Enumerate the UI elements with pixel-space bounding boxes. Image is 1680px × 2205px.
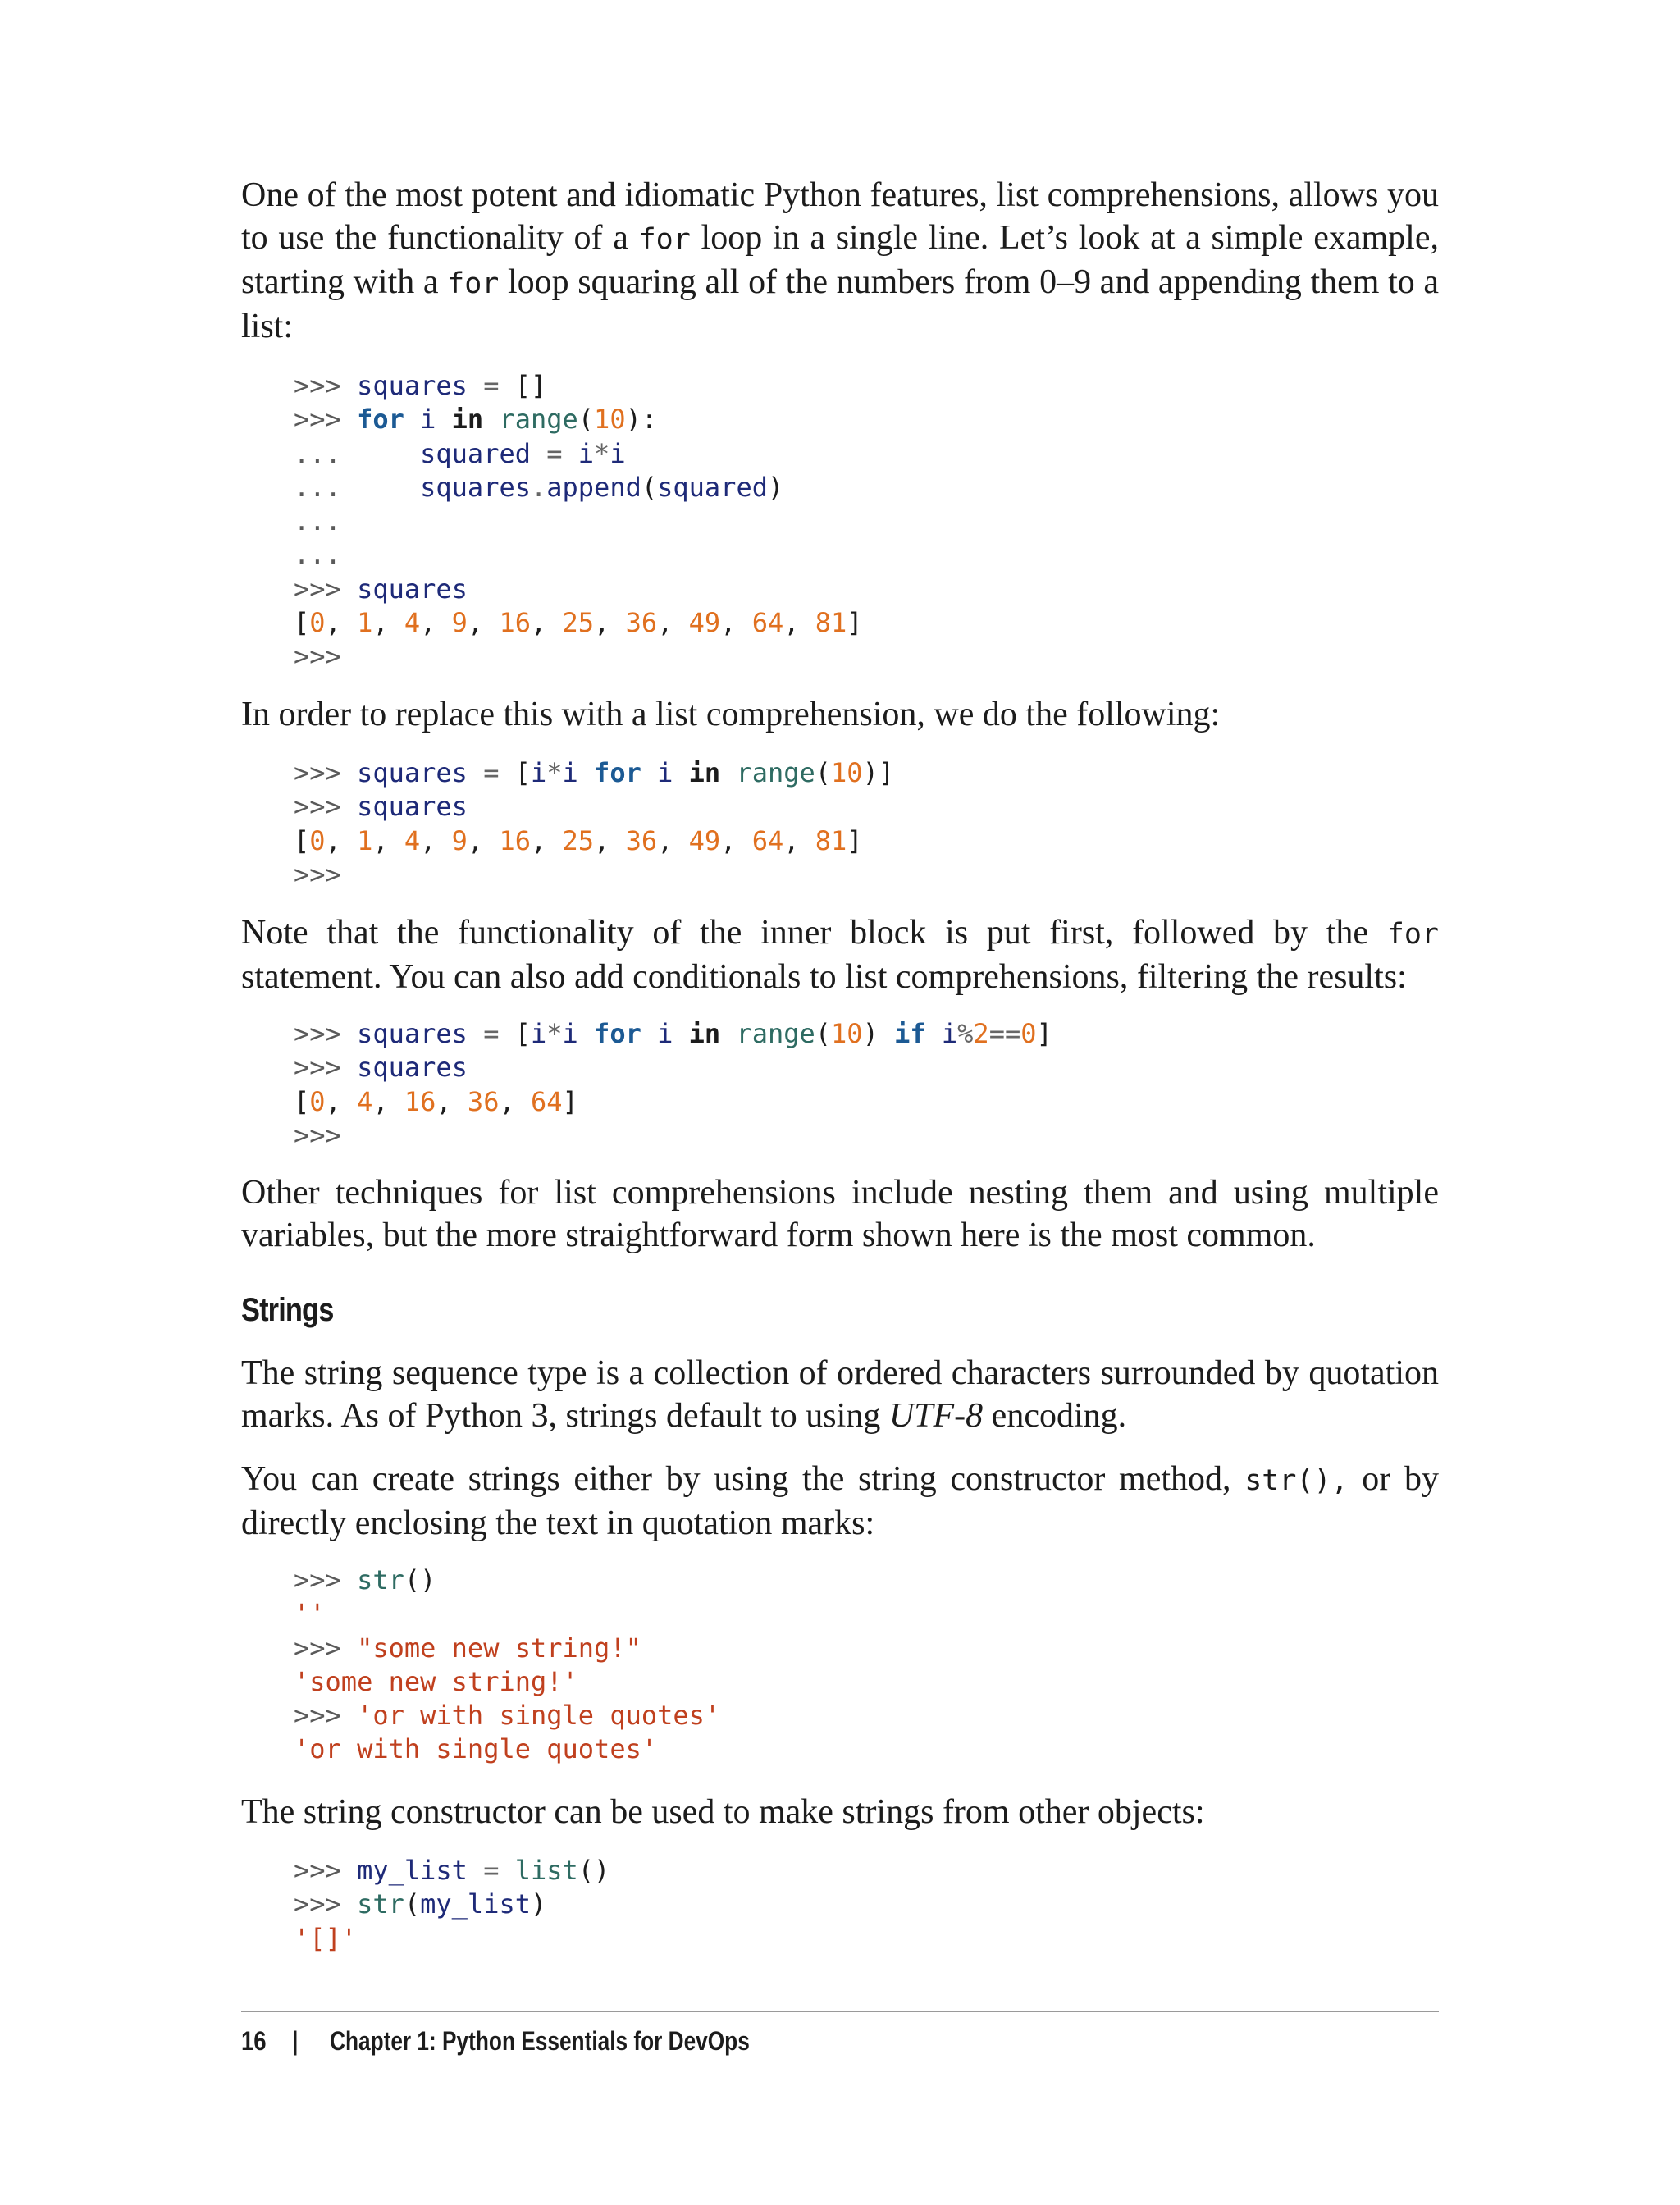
footer-separator: | (292, 2026, 299, 2056)
code-token-op: % (957, 1018, 974, 1049)
code-token-prompt: >>> (294, 791, 358, 823)
code-token-num: 2 (973, 1018, 989, 1049)
code-token-prompt: >>> (294, 1119, 341, 1151)
code-token-punc: ] (847, 607, 863, 639)
code-token-punc: ( (641, 471, 658, 503)
code-token-prompt: >>> (294, 858, 341, 890)
code-token-punc (578, 757, 594, 788)
section-heading-strings: Strings (241, 1292, 334, 1328)
emphasis-utf8: UTF-8 (888, 1397, 984, 1435)
code-line (294, 504, 1442, 538)
code-token-punc: ): (625, 404, 658, 436)
code-token-str: '[]' (294, 1922, 358, 1954)
code-token-builtin: range (736, 757, 815, 788)
code-line (294, 471, 1442, 504)
code-token-name: my_list (357, 1855, 468, 1886)
code-token-num: 36 (467, 1085, 500, 1117)
code-token-punc: , (372, 607, 404, 639)
footer-rule (241, 2011, 1439, 2012)
code-line (294, 1732, 1442, 1766)
code-token-punc: , (720, 607, 752, 639)
paragraph-text: or by directly enclosing the text in quotation marks: (241, 1460, 1439, 1542)
code-token-num: 64 (751, 607, 784, 639)
code-line (294, 1051, 1442, 1084)
code-token-punc: , (530, 607, 563, 639)
code-token-builtin: str (357, 1564, 404, 1596)
code-token-name: squares (357, 370, 468, 401)
code-token-punc (926, 1018, 942, 1049)
code-token-num: 10 (831, 1018, 863, 1049)
code-token-num: 81 (815, 607, 847, 639)
code-token-op: = (467, 1855, 515, 1886)
code-token-num: 0 (309, 607, 326, 639)
code-token-str: "some new string!" (357, 1632, 641, 1664)
code-line (294, 1119, 1442, 1153)
code-token-num: 9 (451, 607, 468, 639)
code-token-op: = (467, 1018, 515, 1049)
code-token-op: * (594, 437, 610, 469)
paragraph-list-comprehensions-intro (241, 174, 1439, 348)
code-token-name: i (420, 404, 436, 436)
code-token-num: 10 (831, 757, 863, 788)
code-token-op: = (467, 370, 515, 401)
code-token-prompt: >>> (294, 1888, 358, 1920)
code-token-num: 4 (357, 1085, 373, 1117)
code-token-punc: [ (514, 1018, 531, 1049)
code-token-name: my_list (420, 1888, 531, 1920)
code-token-punc (436, 404, 451, 435)
code-token-builtin: list (514, 1855, 578, 1886)
code-token-cont: ... (294, 471, 421, 503)
code-token-num: 1 (357, 824, 373, 856)
code-token-num: 9 (451, 824, 468, 856)
code-token-name: i (609, 437, 626, 469)
code-block-conditional-comprehension (294, 1017, 1442, 1153)
code-token-punc: () (404, 1564, 436, 1596)
code-token-op: * (546, 757, 563, 788)
code-token-num: 0 (309, 1085, 326, 1117)
code-token-punc (404, 404, 420, 435)
code-token-num: 25 (562, 607, 595, 639)
code-token-name: i (562, 757, 578, 788)
code-token-punc (483, 404, 499, 435)
code-token-name: squares (357, 1018, 468, 1049)
paragraph-text: You can create strings either by using the string constructor method, (241, 1460, 1245, 1498)
code-token-punc: )] (862, 757, 895, 788)
code-line (294, 790, 1442, 824)
code-token-builtin: range (499, 404, 578, 436)
code-token-punc: , (467, 607, 500, 639)
code-token-num: 49 (688, 824, 721, 856)
code-token-prompt: >>> (294, 641, 341, 673)
code-token-punc: ] (562, 1085, 578, 1117)
code-line (294, 1699, 1442, 1732)
code-block-for-loop (294, 369, 1442, 674)
code-token-op: = (530, 437, 578, 469)
code-token-punc (578, 1018, 594, 1049)
code-line (294, 1632, 1442, 1665)
paragraph-create-strings (241, 1458, 1439, 1545)
code-token-op: * (546, 1018, 563, 1049)
code-token-name: i (941, 1018, 958, 1049)
paragraph-text: loop squaring all of the numbers from 0–9 and appending them to a list: (241, 263, 1439, 345)
code-token-punc (720, 1018, 736, 1049)
page-number: 16 (241, 2026, 267, 2056)
code-token-punc: , (783, 824, 815, 856)
code-token-kwin: in (688, 1018, 721, 1049)
code-token-kwin: in (688, 757, 721, 788)
code-token-prompt: >>> (294, 404, 358, 436)
code-line (294, 369, 1442, 403)
code-token-kw: for (594, 757, 641, 788)
code-token-punc: ] (847, 824, 863, 856)
code-token-num: 16 (404, 1085, 436, 1117)
code-token-builtin: str (357, 1888, 404, 1920)
code-token-prompt: >>> (294, 1018, 358, 1049)
code-line (294, 1665, 1442, 1699)
code-token-prompt: >>> (294, 1564, 358, 1596)
paragraph-text: statement. You can also add conditionals to list comprehensions, filtering the results: (241, 958, 1407, 996)
code-token-num: 36 (625, 824, 658, 856)
code-token-punc (673, 757, 688, 788)
code-token-num: 0 (1020, 1018, 1037, 1049)
chapter-title: Chapter 1: Python Essentials for DevOps (330, 2026, 750, 2056)
code-line (294, 1017, 1442, 1051)
code-token-str: 'or with single quotes' (294, 1733, 658, 1765)
code-token-kw: for (357, 404, 404, 436)
code-token-punc (641, 757, 657, 788)
code-token-prompt: >>> (294, 573, 358, 605)
code-token-punc: ( (815, 757, 832, 788)
code-line (294, 573, 1442, 606)
code-token-punc: [ (514, 757, 531, 788)
code-token-cont: ... (294, 437, 421, 469)
code-token-punc: , (420, 824, 452, 856)
code-token-num: 64 (751, 824, 784, 856)
code-token-op: . (530, 471, 547, 503)
code-token-prompt: >>> (294, 1855, 358, 1886)
code-token-kw: if (894, 1018, 926, 1049)
inline-code: str(), (1244, 1464, 1349, 1497)
code-token-name: i (530, 1018, 547, 1049)
code-token-punc: [ (294, 1085, 310, 1117)
code-token-punc: ( (578, 404, 595, 436)
code-token-punc: [ (294, 607, 310, 639)
code-token-punc: ) (767, 471, 784, 503)
code-line (294, 538, 1442, 572)
paragraph-replace-with-comprehension: In order to replace this with a list comprehension, we do the following: (241, 696, 1221, 733)
code-token-prompt: >>> (294, 370, 358, 401)
code-token-prompt: >>> (294, 1700, 358, 1732)
code-token-name: squares (357, 573, 468, 605)
code-token-name: squares (420, 471, 531, 503)
code-token-punc: ( (404, 1888, 421, 1920)
code-token-str: 'some new string!' (294, 1665, 578, 1697)
paragraph-text: Note that the functionality of the inner block is put first, followed by the (241, 914, 1387, 952)
code-token-num: 64 (530, 1085, 563, 1117)
code-token-punc: , (499, 1085, 531, 1117)
code-block-str-of-list (294, 1854, 1442, 1956)
code-token-punc: ) (862, 1018, 895, 1049)
code-token-name: squares (357, 757, 468, 788)
code-line (294, 1597, 1442, 1631)
code-token-punc: , (594, 824, 626, 856)
code-token-punc: [ (294, 824, 310, 856)
code-token-str: 'or with single quotes' (357, 1700, 721, 1732)
code-token-punc: () (578, 1855, 610, 1886)
code-token-name: squared (420, 437, 531, 469)
paragraph-text: One of the most potent and idiomatic Python features, list comprehensions, allows you to use the functionality of a (241, 176, 1439, 257)
inline-code: for (447, 267, 500, 300)
code-token-name: i (657, 1018, 673, 1049)
code-line (294, 1085, 1442, 1119)
code-token-punc: , (325, 824, 358, 856)
code-token-prompt: >>> (294, 1052, 358, 1084)
code-token-num: 4 (404, 824, 421, 856)
code-token-op: == (988, 1018, 1021, 1049)
code-token-kw: for (594, 1018, 641, 1049)
code-token-num: 25 (562, 824, 595, 856)
code-token-name: i (530, 757, 547, 788)
code-line (294, 1922, 1442, 1956)
code-token-punc: , (783, 607, 815, 639)
code-token-num: 4 (404, 607, 421, 639)
code-token-builtin: range (736, 1018, 815, 1049)
code-line (294, 756, 1442, 790)
code-token-name: squared (657, 471, 768, 503)
code-token-str: '' (294, 1598, 326, 1630)
code-token-num: 16 (499, 824, 531, 856)
code-line (294, 606, 1442, 640)
code-token-punc: ( (815, 1018, 832, 1049)
code-token-name: i (657, 757, 673, 788)
code-block-list-comprehension (294, 756, 1442, 892)
code-token-punc: , (467, 824, 500, 856)
code-token-cont: ... (294, 539, 341, 571)
page-footer (241, 2026, 750, 2057)
code-token-punc: ) (530, 1888, 547, 1920)
code-token-punc (641, 1018, 657, 1049)
code-token-num: 16 (499, 607, 531, 639)
code-token-num: 0 (309, 824, 326, 856)
paragraph-text: encoding. (983, 1397, 1127, 1435)
code-line (294, 858, 1442, 892)
code-token-punc (720, 757, 736, 788)
code-token-op: = (467, 757, 515, 788)
code-token-prompt: >>> (294, 757, 358, 788)
code-token-punc: , (372, 824, 404, 856)
code-token-prompt: >>> (294, 1632, 358, 1664)
code-token-num: 49 (688, 607, 721, 639)
code-token-name: i (578, 437, 595, 469)
code-line (294, 1854, 1442, 1888)
code-token-num: 1 (357, 607, 373, 639)
code-token-name: squares (357, 791, 468, 823)
code-token-punc: ] (1036, 1018, 1052, 1049)
code-line (294, 437, 1442, 471)
code-token-punc: , (657, 824, 689, 856)
paragraph-other-techniques: Other techniques for list comprehensions include nesting them and using multiple variables, but the more straightforward form shown here is the most common. (241, 1174, 1439, 1254)
code-token-punc: , (720, 824, 752, 856)
code-token-punc: , (657, 607, 689, 639)
code-token-name: append (546, 471, 641, 503)
code-token-num: 36 (625, 607, 658, 639)
code-line (294, 1564, 1442, 1597)
code-token-num: 81 (815, 824, 847, 856)
paragraph-text: The string sequence type is a collection of ordered characters surrounded by quotation marks. As of Python 3, strings default to using (241, 1354, 1439, 1435)
code-token-punc: [] (514, 370, 547, 401)
code-token-punc: , (325, 607, 358, 639)
paragraph-string-constructor: The string constructor can be used to make strings from other objects: (241, 1793, 1205, 1831)
code-token-punc: , (594, 607, 626, 639)
code-line (294, 403, 1442, 436)
inline-code: for (638, 223, 691, 256)
code-block-string-creation (294, 1564, 1442, 1767)
code-token-punc: , (372, 1085, 404, 1117)
code-line (294, 824, 1442, 858)
code-token-punc (673, 1018, 688, 1049)
inline-code: for (1386, 918, 1439, 951)
code-token-punc: , (420, 607, 452, 639)
code-line (294, 1888, 1442, 1921)
paragraph-string-sequence-type (241, 1352, 1439, 1437)
paragraph-text: loop in a single line. Let’s look at a simple example, starting with a (241, 219, 1439, 301)
code-token-name: squares (357, 1052, 468, 1084)
code-token-punc: , (436, 1085, 468, 1117)
code-token-num: 10 (594, 404, 626, 436)
code-line (294, 640, 1442, 673)
code-token-punc: , (325, 1085, 358, 1117)
code-token-kwin: in (451, 404, 484, 436)
paragraph-inner-block-first (241, 911, 1439, 998)
code-token-cont: ... (294, 505, 341, 537)
code-token-punc: , (530, 824, 563, 856)
code-token-name: i (562, 1018, 578, 1049)
